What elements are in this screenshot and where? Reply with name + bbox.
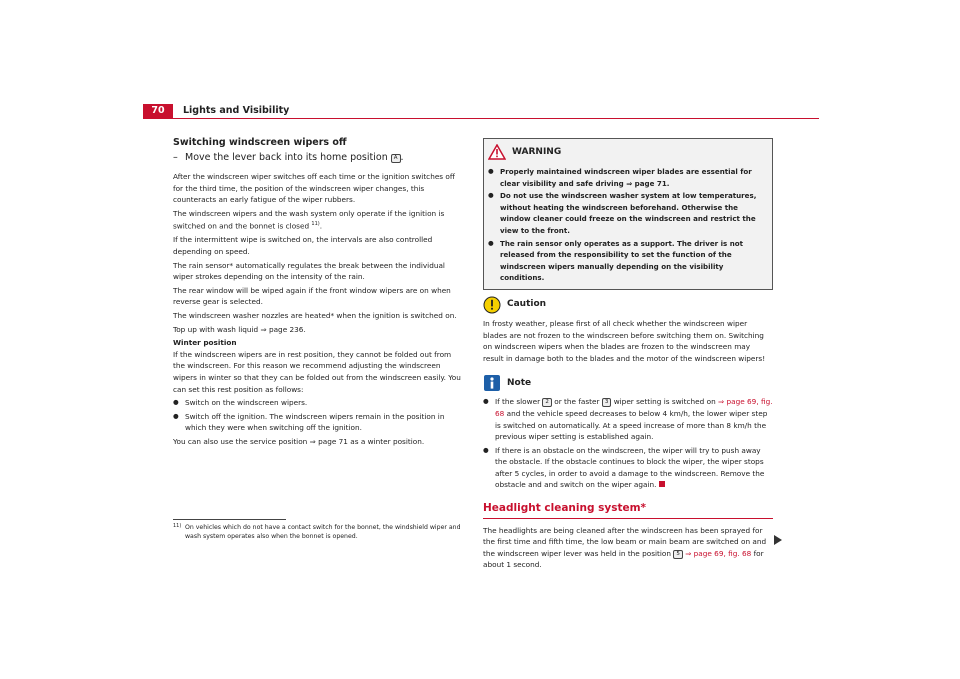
headlight-text [483,525,773,571]
footnote-text: On vehicles which do not have a contact switch for the bonnet, the windshield wiper and wash system operates also when the bonnet is opened. [185,524,461,540]
paragraph-end: as a winter position. [350,436,425,446]
note-item [483,396,773,442]
position-marker-5: 5 [673,550,683,559]
bullet-item: ● Switch off the ignition. The windscreen wipers remain in the position in which they were when switching off the ignition. [173,411,463,434]
paragraph-text: You can also use the service position [173,436,308,446]
note-text: or the faster [554,397,600,407]
paragraph [173,324,463,336]
section-title: Lights and Visibility [183,105,290,116]
paragraph: If the intermittent wipe is switched on, the intervals are also controlled depending on speed. [173,235,433,256]
warning-item: ● The rain sensor only operates as a support. The driver is not released from the responsibility to set the function of the windscreen wipers manually depending on the visibility conditions. [488,238,768,284]
arrow-glyph: ⇒ [260,324,267,334]
paragraph-text: The headlights are being cleaned after the windscreen has been sprayed for the first time and fifth time, the low beam or main beam are switched on and the windscreen wiper lever was held in the position [483,525,767,558]
paragraph-end: . [303,324,306,334]
page-link[interactable]: page 69, fig. 68 [495,397,773,418]
page-link[interactable]: page 236 [268,324,304,334]
warning-triangle-icon [488,144,506,162]
paragraph [173,436,463,448]
setting-marker-2: 2 [542,398,552,407]
paragraph-text: The windscreen wipers and the wash system only operate if the ignition is switched on and the bonnet is closed [173,208,445,231]
note-block [483,374,773,491]
instruction-step [173,151,463,165]
headlight-heading: Headlight cleaning system* [483,503,773,519]
note-title: Note [507,377,532,388]
step-end: . [400,152,404,163]
step-text: Move the lever back into its home position [185,152,388,163]
paragraph: The rain sensor* automatically regulates the break between the individual wiper strokes depending on the intensity of the rain. [173,260,445,282]
warning-text: Properly maintained windscreen wiper blades are essential for clear visibility and safe driving [500,167,752,188]
info-icon [483,374,501,392]
warning-title: WARNING [512,147,562,158]
paragraph: After the windscreen wiper switches off each time or the ignition switches off for the third time, the position of the windscreen wiper changes, this counteracts an early fatigue of the wiper rubbers. [173,172,455,205]
header-rule [143,118,819,119]
caution-title: Caution [507,299,547,310]
end-square-icon [659,481,665,487]
note-text: and the vehicle speed decreases to below 4 km/h, the lower wiper step is switched on automatically. At a speed increase of more than 8 km/h the previous wiper setting is established again. [495,408,768,442]
footnote-number: 11) [173,523,182,529]
arrow-glyph: ⇒ [718,397,725,407]
page-link[interactable]: page 71 [634,178,667,188]
paragraph-text: Top up with wash liquid [173,324,259,334]
note-text: If there is an obstacle on the windscreen, the wiper will try to push away the obstacle. If the obstacle continues to block the wiper, the wiper stops after 5 cycles, in order to avoid a damage to the windscreen. Remove the obstacle and and switch on the wiper again. [495,445,765,490]
paragraph: The windscreen washer nozzles are heated* when the ignition is switched on. [173,310,457,320]
warning-end: . [666,178,670,188]
bullet-item: ● Switch on the windscreen wipers. [173,397,463,409]
paragraph-end: . [319,221,323,231]
arrow-glyph: ⇒ [685,548,692,558]
note-text: wiper setting is switched on [613,397,716,407]
warning-item: ● Do not use the windscreen washer system at low temperatures, without heating the windscreen beforehand. Otherwise the window cleaner could freeze on the windscreen and restrict the view to the front. [488,190,768,236]
footnote-rule [173,519,286,520]
page-link[interactable]: page 71 [318,436,348,446]
page-number: 70 [143,104,173,118]
note-header [483,374,773,392]
next-page-arrow-icon[interactable] [774,530,782,549]
paragraph [173,208,463,233]
page-link[interactable]: page 69, fig. 68 [693,548,752,558]
switching-off-heading: Switching windscreen wipers off [173,137,347,148]
arrow-glyph: ⇒ [626,178,633,188]
paragraph: The rear window will be wiped again if the front window wipers are on when reverse gear is selected. [173,285,451,307]
step-dash: – [173,152,178,163]
setting-marker-3: 3 [602,398,612,407]
caution-header [483,296,773,314]
warning-item [488,166,768,189]
winter-position-heading: Winter position [173,338,237,348]
note-item [483,445,773,491]
note-text: If the slower [495,397,541,407]
position-marker-a: A [391,154,401,163]
paragraph: If the windscreen wipers are in rest position, they cannot be folded out from the windscreen. For this reason we recommend adjusting the windscreen wipers in winter so that they can be folded out from the windscreen easily. You can set this rest position as follows: [173,349,461,394]
right-column [483,138,773,573]
warning-header [488,144,768,162]
warning-box [483,138,773,290]
caution-text: In frosty weather, please first of all check whether the windscreen wiper blades are not frozen to the windscreen before switching them on. Switching on windscreen wipers when the blades are frozen to the windscreen may result in damage both to the blades and the motor of the windscreen wipers! [483,318,766,363]
footnote [173,524,463,541]
paragraph-text: for about 1 second. [483,548,764,570]
caution-icon [483,296,501,314]
footnote-ref[interactable]: 11) [311,221,320,228]
caution-block [483,296,773,364]
left-column [173,136,463,449]
arrow-glyph: ⇒ [309,436,316,446]
